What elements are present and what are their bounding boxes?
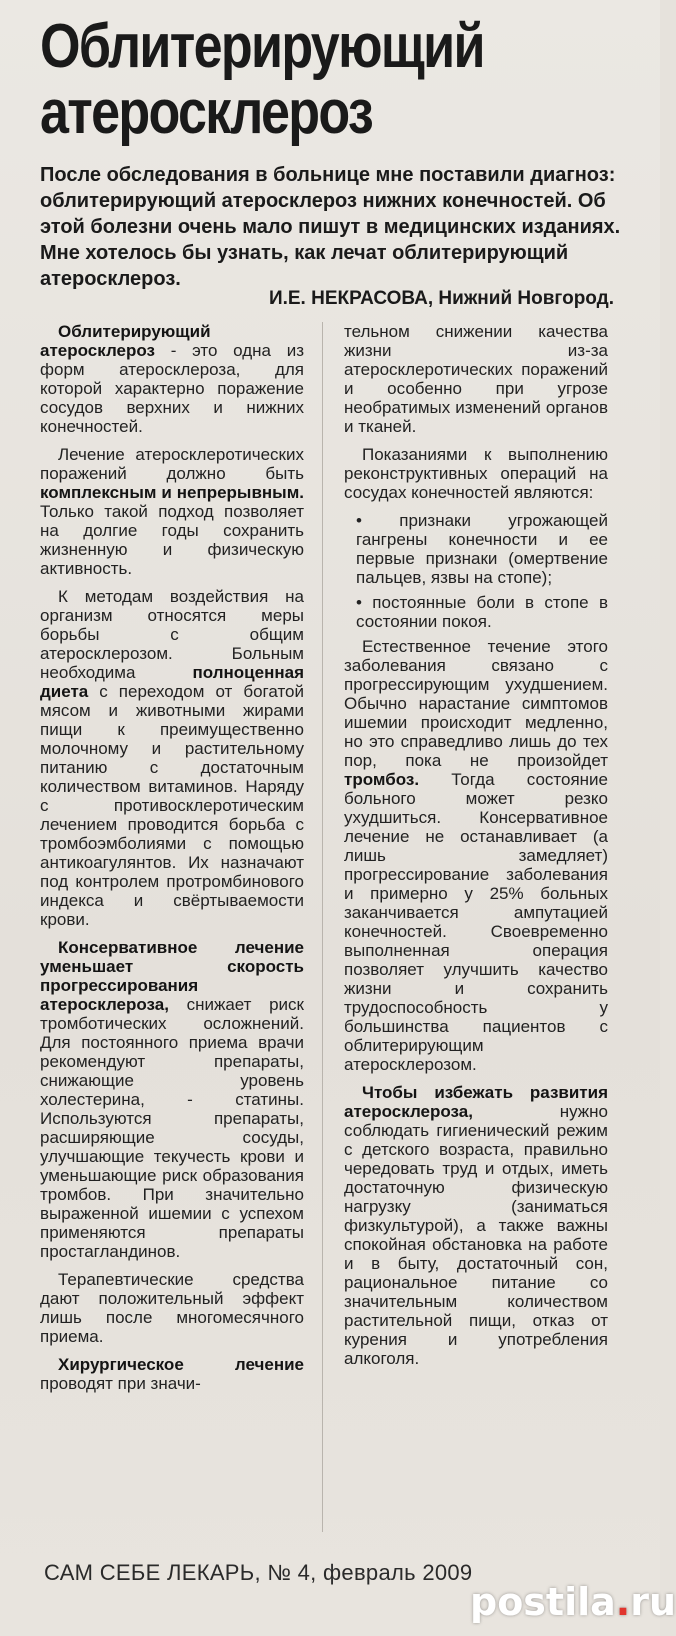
- bold-term: Консервативное лечение уменьшает скорость прогрессирования атеросклероза,: [40, 938, 304, 1014]
- text: К методам воздействия на организм относятся меры борьбы с общим атеросклерозом. Больным необходима: [40, 587, 304, 682]
- list-item: • постоянные боли в стопе в состоянии покоя.: [356, 593, 608, 631]
- text: Терапевтические средства дают положительный эффект лишь после многомесячного приема.: [40, 1270, 304, 1346]
- bold-term: полноценная диета: [40, 663, 304, 701]
- text: - это одна из форм атеросклероза, для которой характерно поражение сосудов верхних и нижних конечностей.: [40, 341, 304, 436]
- article-title: [40, 14, 544, 146]
- site-watermark: [470, 1580, 676, 1624]
- lede-text: После обследования в больнице мне поставили диагноз: облитерирующий атеросклероз нижних конечностей. Об этой болезни очень мало пишут в медицинских изданиях. Мне хотелось бы узнать, как лечат облитерирующий атеросклероз.: [40, 164, 621, 290]
- text: Тогда состояние больного может резко ухудшиться. Консервативное лечение не останавливает (а лишь замедляет) прогрессирование заболевания и примерно у 25% больных заканчивается ампутацией конечностей. Своевременно выполненная операция позволяет улучшить качество жизни и сохранить трудоспособность у большинства пациентов с облитерирующим атеросклерозом.: [344, 770, 608, 1074]
- title-line-2: атеросклероз: [40, 78, 373, 147]
- publication-source: САМ СЕБЕ ЛЕКАРЬ, № 4, февраль 2009: [44, 1560, 473, 1585]
- paragraph: тельном снижении качества жизни из-за атеросклеротических поражений и особенно при угрозе необратимых изменений органов и тканей.: [344, 322, 608, 436]
- watermark-text: ru: [630, 1580, 676, 1624]
- text: нужно соблюдать гигиенический режим с детского возраста, правильно чередовать труд и отдых, иметь достаточную физическую нагрузку (заниматься физкультурой), а также важны спокойная обстановка на работе и в быту, достаточный сон, рациональное питание со значительным количеством растительной пищи, отказ от курения и употребления алкоголя.: [344, 1102, 608, 1368]
- right-column: [344, 322, 608, 1377]
- reader-question: [40, 162, 640, 292]
- text: проводят при значи-: [40, 1374, 201, 1393]
- title-line-1: Облитерирующий: [40, 12, 484, 81]
- paragraph: [40, 587, 304, 929]
- left-column: [40, 322, 304, 1402]
- text: снижает риск тромботических осложнений. Для постоянного приема врачи рекомендуют препараты, снижающие уровень холестерина, - статины. Используются препараты, расширяющие сосуды, улучшающие текучесть крови и уменьшающие риск образования тромбов. При значительно выраженной ишемии с успехом применяются препараты простагландинов.: [40, 995, 304, 1261]
- bold-term: комплексным и непрерывным.: [40, 483, 304, 502]
- paragraph: [40, 1270, 304, 1346]
- bold-term: Облитерирующий атеросклероз: [40, 322, 211, 360]
- question-author: И.Е. НЕКРАСОВА, Нижний Новгород.: [268, 288, 614, 309]
- bold-term: тромбоз.: [344, 770, 420, 789]
- column-divider: [322, 322, 323, 1532]
- watermark-text: postila: [470, 1580, 616, 1624]
- bold-term: Хирургическое лечение: [58, 1355, 304, 1374]
- paragraph: [40, 322, 304, 436]
- bold-term: Чтобы избежать развития атеросклероза,: [344, 1083, 608, 1121]
- text: Только такой подход позволяет на долгие годы сохранить жизненную и физическую активность.: [40, 502, 304, 578]
- paragraph: [344, 1083, 608, 1368]
- text: с переходом от богатой мясом и животными жирами пищи к преимущественно молочному и растительному питанию с достаточным количеством витаминов. Наряду с противосклеротическим лечением проводится борьба с тромбоэмболиями с помощью антикоагулянтов. Их назначают под контролем протромбинового индекса и свёртываемости крови.: [40, 682, 304, 929]
- watermark-dot: .: [615, 1580, 631, 1624]
- paragraph: [40, 938, 304, 1261]
- text: Лечение атеросклеротических поражений должно быть: [40, 445, 304, 483]
- paragraph: [344, 637, 608, 1074]
- paragraph: [40, 445, 304, 578]
- list-item: • признаки угрожающей гангрены конечности и ее первые признаки (омертвение пальцев, язвы на стопе);: [356, 511, 608, 587]
- text: Естественное течение этого заболевания связано с прогрессирующим ухудшением. Обычно нарастание симптомов ишемии происходит медленно, но это справедливо лишь до тех пор, пока не произойдет: [344, 637, 608, 770]
- paragraph: Показаниями к выполнению реконструктивных операций на сосудах конечностей являются:: [344, 445, 608, 502]
- paragraph: [40, 1355, 304, 1393]
